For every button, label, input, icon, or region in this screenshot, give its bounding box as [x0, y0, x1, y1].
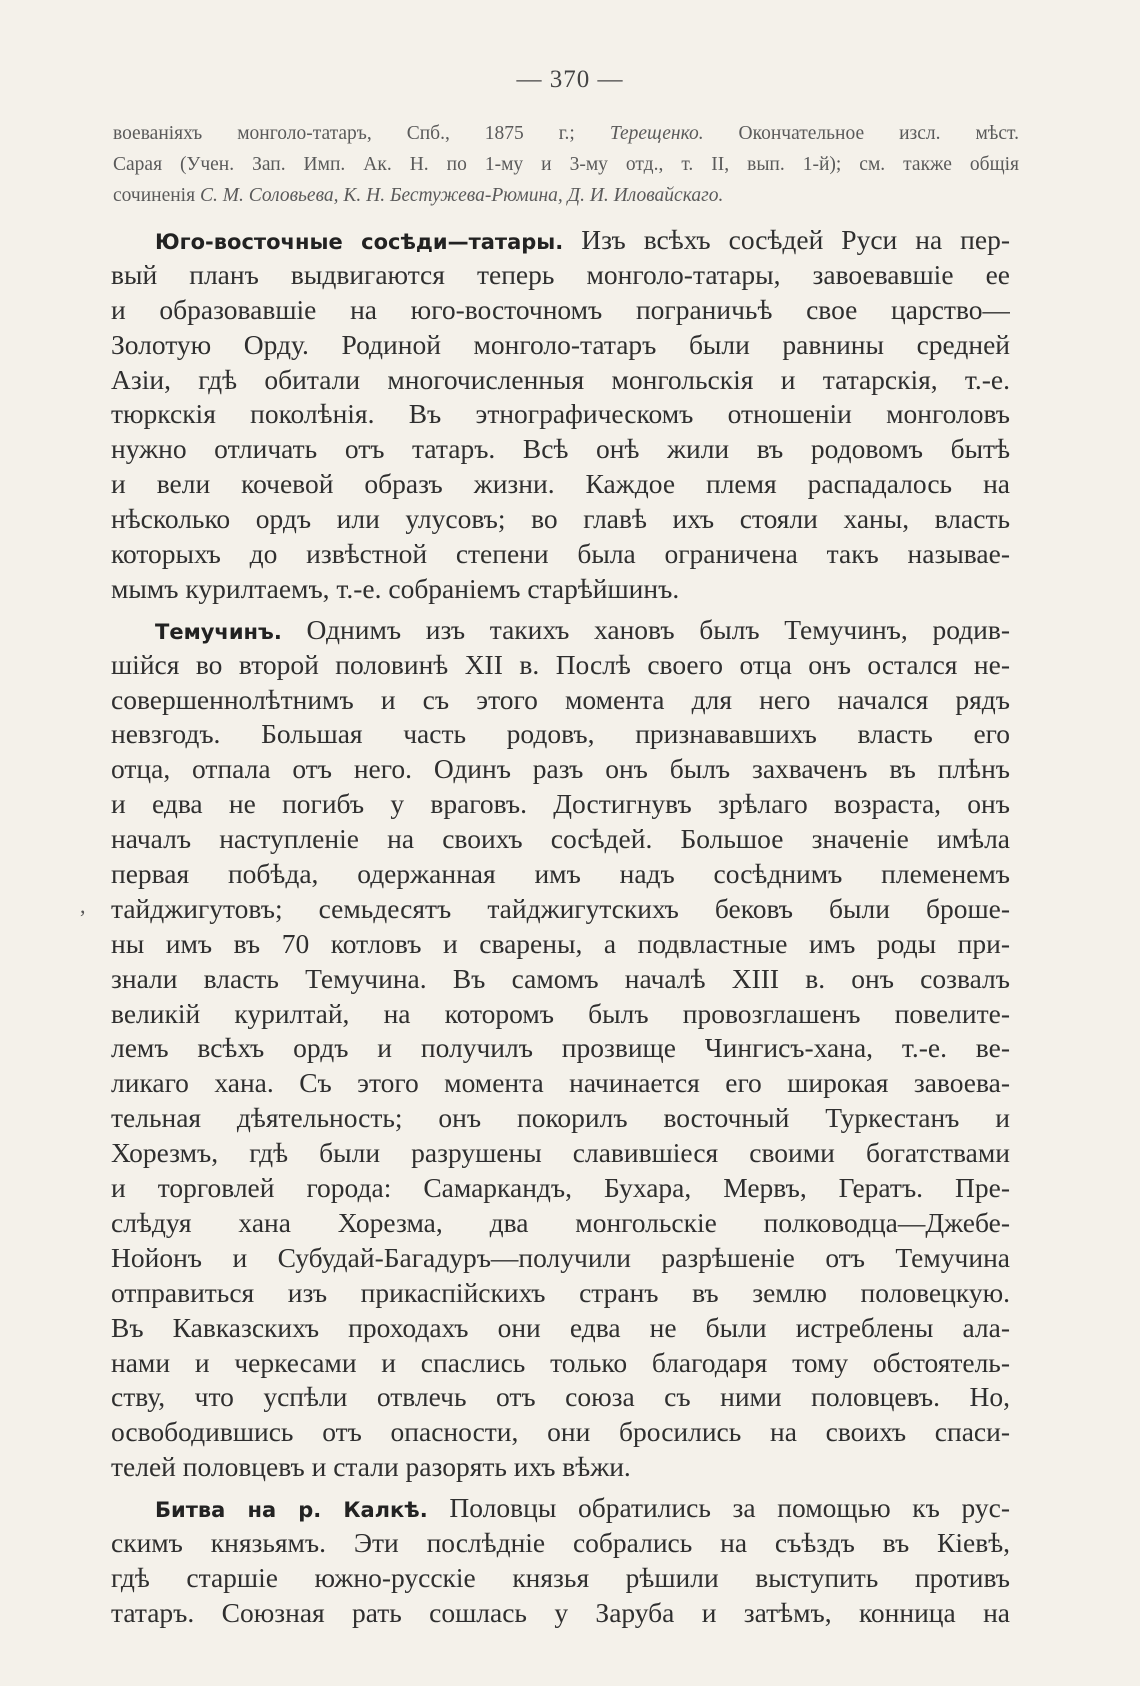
text-line: и вели кочевой образъ жизни. Каждое племя распадалось на: [111, 468, 1010, 500]
paragraph-temuchin: [111, 613, 1010, 1485]
paragraph-kalka: [111, 1491, 1010, 1631]
text-line: вый планъ выдвигаются теперь монголо-татары, завоевавшіе ее: [111, 258, 1010, 290]
text-line: невзгодъ. Большая часть родовъ, признававшихъ власть его: [111, 718, 1010, 750]
text-line: Однимъ изъ такихъ хановъ былъ Темучинъ, родив-: [306, 613, 1010, 645]
section-heading: Юго-восточные сосѣди—татары.: [155, 230, 564, 254]
footnote-line-2: Сарая (Учен. Зап. Имп. Ак. Н. по 1-му и 3-му отд., т. II, вып. 1-й); см. также общія: [113, 154, 1019, 175]
page-number: — 370 —: [516, 66, 624, 93]
footnote-text: Окончательное изсл. мѣст.: [738, 123, 1019, 144]
text-line: которыхъ до извѣстной степени была ограничена такъ называе-: [111, 538, 1010, 570]
footnote-text: сочиненія: [113, 185, 196, 206]
footnote-text: воеваніяхъ монголо-татаръ, Спб., 1875 г.;: [113, 123, 575, 144]
text-line: слѣдуя хана Хорезма, два монгольскіе полководца—Джебе-: [111, 1206, 1010, 1238]
text-line: отца, отпала отъ него. Одинъ разъ онъ былъ захваченъ въ плѣнъ: [111, 753, 1010, 785]
text-line: Золотую Орду. Родиной монголо-татаръ были равнины средней: [111, 328, 1010, 360]
footnote-author: Терещенко.: [609, 123, 704, 144]
section-heading: Битва на р. Калкѣ.: [155, 1498, 428, 1523]
text-line: нѣсколько ордъ или улусовъ; во главѣ ихъ стояли ханы, власть: [111, 503, 1010, 535]
main-text: [111, 223, 1010, 1631]
footnote-line-3: [113, 180, 1019, 211]
text-line: телей половцевъ и стали разорять ихъ вѣжи.: [111, 1451, 631, 1483]
text-line: знали власть Темучина. Въ самомъ началѣ XIII в. онъ созвалъ: [111, 962, 1010, 994]
footnote-authors: С. М. Соловьева, К. Н. Бестужева-Рюмина, Д. И. Иловайскаго.: [199, 185, 724, 206]
text-line: татаръ. Союзная рать сошлась у Заруба и затѣмъ, конница на: [111, 1596, 1010, 1628]
text-line: началъ наступленіе на своихъ сосѣдей. Большое значеніе имѣла: [111, 823, 1010, 855]
text-line: тайджигутовъ; семьдесятъ тайджигутскихъ бековъ были броше-: [111, 892, 1010, 924]
text-line: нами и черкесами и спаслись только благодаря тому обстоятель-: [111, 1346, 1010, 1378]
paragraph-first-line: [111, 223, 1010, 258]
paragraph-first-line: [111, 613, 1010, 648]
margin-mark: ,: [80, 893, 86, 918]
text-line: Нойонъ и Субудай-Багадуръ—получили разрѣшеніе отъ Темучина: [111, 1241, 1010, 1273]
text-line: совершеннолѣтнимъ и съ этого момента для него начался рядъ: [111, 683, 1010, 715]
text-line: Хорезмъ, гдѣ были разрушены славившіеся своими богатствами: [111, 1137, 1010, 1169]
paragraph-tatars: [111, 223, 1010, 607]
text-line: Азіи, гдѣ обитали многочисленныя монгольскія и татарскія, т.-е.: [111, 363, 1010, 395]
footnote: [113, 118, 1019, 211]
text-line: первая побѣда, одержанная имъ надъ сосѣднимъ племенемъ: [111, 858, 1010, 890]
text-line: ству, что успѣли отвлечь отъ союза съ ними половцевъ. Но,: [111, 1381, 1010, 1413]
text-line: мымъ курилтаемъ, т.-е. собраніемъ старѣйшинъ.: [111, 572, 680, 604]
text-line: Въ Кавказскихъ проходахъ они едва не были истреблены ала-: [111, 1311, 1010, 1343]
text-line: скимъ князьямъ. Эти послѣдніе собрались на съѣздъ въ Кіевѣ,: [111, 1526, 1010, 1558]
text-line: и едва не погибъ у враговъ. Достигнувъ зрѣлаго возраста, онъ: [111, 788, 1010, 820]
section-heading: Темучинъ.: [155, 619, 282, 644]
text-line: шійся во второй половинѣ XII в. Послѣ своего отца онъ остался не-: [111, 648, 1010, 680]
paragraph-first-line: [111, 1491, 1010, 1526]
text-line: Изъ всѣхъ сосѣдей Руси на пер-: [581, 224, 1010, 255]
text-line: отправиться изъ прикаспійскихъ странъ въ землю половецкую.: [111, 1276, 1010, 1308]
text-line: и образовавшіе на юго-восточномъ пограничьѣ свое царство—: [111, 293, 1010, 325]
text-line: тюркскія поколѣнія. Въ этнографическомъ отношеніи монголовъ: [111, 398, 1010, 430]
footnote-line-1: [113, 118, 1019, 149]
text-line: освободившись отъ опасности, они бросились на своихъ спаси-: [111, 1416, 1010, 1448]
text-line: нужно отличать отъ татаръ. Всѣ онѣ жили въ родовомъ бытѣ: [111, 433, 1010, 465]
text-line: гдѣ старшіе южно-русскіе князья рѣшили выступить противъ: [111, 1561, 1010, 1593]
text-line: и торговлей города: Самаркандъ, Бухара, Мервъ, Гератъ. Пре-: [111, 1172, 1010, 1204]
text-line: ны имъ въ 70 котловъ и сварены, а подвластные имъ роды при-: [111, 927, 1010, 959]
text-line: тельная дѣятельность; онъ покорилъ восточный Туркестанъ и: [111, 1102, 1010, 1134]
text-line: великій курилтай, на которомъ былъ провозглашенъ повелите-: [111, 997, 1010, 1029]
text-line: ликаго хана. Съ этого момента начинается его широкая завоева-: [111, 1067, 1010, 1099]
text-line: лемъ всѣхъ ордъ и получилъ прозвище Чингисъ-хана, т.-е. ве-: [111, 1032, 1010, 1064]
text-line: Половцы обратились за помощью къ рус-: [449, 1492, 1010, 1524]
